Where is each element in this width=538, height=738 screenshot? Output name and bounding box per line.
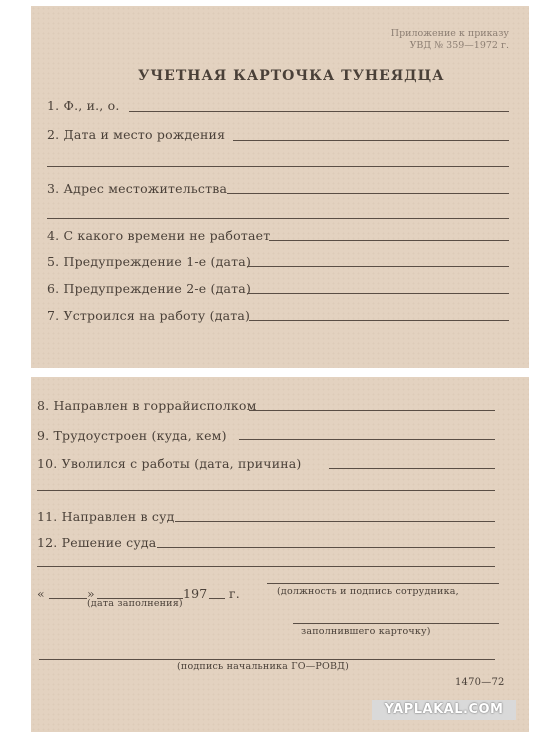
field-line-birth-2 xyxy=(47,166,509,167)
field-line-court-decision xyxy=(157,547,495,548)
field-line-court-referral xyxy=(175,521,495,522)
card-title: УЧЕТНАЯ КАРТОЧКА ТУНЕЯДЦА xyxy=(138,68,445,84)
field-label-employed: 7. Устроился на работу (дата) xyxy=(47,308,251,323)
date-year-suffix: г. xyxy=(229,586,240,601)
site-watermark: YAPLAKAL.COM xyxy=(372,700,516,720)
field-line-warning-2 xyxy=(247,293,509,294)
date-year-line xyxy=(209,598,225,599)
chief-signature-caption: (подпись начальника ГО—РОВД) xyxy=(177,661,349,672)
form-number: 1470—72 xyxy=(455,677,505,688)
field-line-job-placed xyxy=(239,439,495,440)
field-line-address xyxy=(227,193,509,194)
field-line-employed xyxy=(249,320,509,321)
officer-signature-caption-2: заполнившего карточку) xyxy=(301,626,431,637)
officer-signature-line xyxy=(267,583,499,584)
field-label-warning-1: 5. Предупреждение 1-е (дата) xyxy=(47,254,252,269)
date-close-quote: » xyxy=(87,586,95,601)
card-back xyxy=(31,377,529,732)
field-line-court-decision-2 xyxy=(37,566,495,567)
field-label-court-referral: 11. Направлен в суд xyxy=(37,509,175,524)
officer-signature-caption: (должность и подпись сотрудника, xyxy=(277,586,459,597)
chief-signature-line xyxy=(39,659,495,660)
field-line-address-2 xyxy=(47,218,509,219)
field-line-dismissed-2 xyxy=(37,490,495,491)
field-label-unemployed-since: 4. С какого времени не работает xyxy=(47,228,271,243)
appendix-line-2: УВД № 359—1972 г. xyxy=(409,40,509,51)
officer-name-line xyxy=(293,623,499,624)
field-line-dismissed xyxy=(329,468,495,469)
field-line-fio xyxy=(129,111,509,112)
field-label-job-placed: 9. Трудоустроен (куда, кем) xyxy=(37,428,227,443)
field-label-fio: 1. Ф., и., о. xyxy=(47,98,120,113)
appendix-line-1: Приложение к приказу xyxy=(390,28,509,39)
field-label-birth: 2. Дата и место рождения xyxy=(47,127,226,142)
field-label-referred-exec: 8. Направлен в горрайисполком xyxy=(37,398,257,413)
date-year-prefix: 197 xyxy=(183,586,208,601)
field-line-referred-exec xyxy=(249,410,495,411)
field-label-address: 3. Адрес местожительства xyxy=(47,181,228,196)
date-open-quote: « xyxy=(37,586,45,601)
card-front xyxy=(31,6,529,368)
date-day-line xyxy=(49,598,87,599)
field-line-warning-1 xyxy=(247,266,509,267)
field-label-warning-2: 6. Предупреждение 2-е (дата) xyxy=(47,281,252,296)
field-label-court-decision: 12. Решение суда xyxy=(37,535,157,550)
appendix-note xyxy=(391,28,509,52)
field-label-dismissed: 10. Уволился с работы (дата, причина) xyxy=(37,456,302,471)
field-line-birth xyxy=(233,140,509,141)
field-line-unemployed-since xyxy=(269,240,509,241)
date-caption: (дата заполнения) xyxy=(87,598,183,609)
